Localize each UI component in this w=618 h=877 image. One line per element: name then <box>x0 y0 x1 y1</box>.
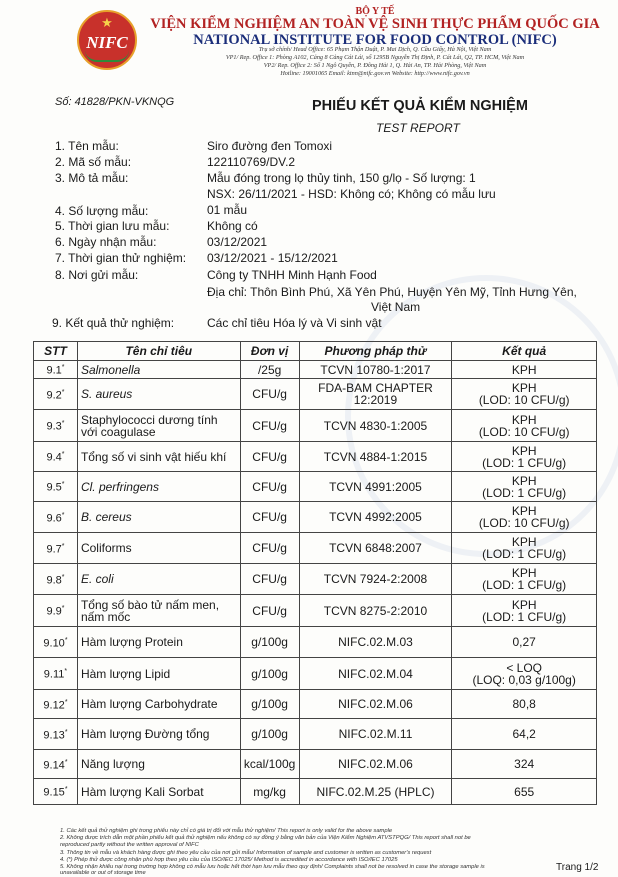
footnote-5b: unavailable or out of storage time <box>60 870 146 876</box>
footnote-1: 1. Các kết quả thử nghiệm ghi trong phiếu này chỉ có giá trị đối với mẫu thử nghiệm/ This report is only valid for the above sample <box>60 828 393 834</box>
cell-name <box>77 658 240 690</box>
cell-method-text: NIFC.02.M.06 <box>338 757 413 771</box>
cell-result <box>452 627 597 658</box>
info-value-sender-address: Địa chỉ: Thôn Bình Phú, Xã Yên Phú, Huyện Yên Mỹ, Tỉnh Hưng Yên, <box>207 285 577 299</box>
cell-result-lod: (LOQ: 0,03 g/100g) <box>472 672 576 687</box>
cell-method <box>299 690 452 719</box>
cell-method <box>299 595 452 627</box>
table-row <box>34 750 597 779</box>
cell-result-text: KPH <box>511 473 537 488</box>
cell-method <box>299 533 452 564</box>
cell-unit <box>240 410 299 442</box>
cell-method-text: TCVN 4991:2005 <box>329 479 422 494</box>
cell-unit-text: CFU/g <box>252 603 287 618</box>
cell-result <box>452 533 597 564</box>
cell-name <box>77 564 240 595</box>
cell-stt: 9.12* <box>34 690 78 719</box>
cell-unit-text: CFU/g <box>252 479 287 494</box>
cell-method <box>299 658 452 690</box>
cell-method-text: TCVN 8275-2:2010 <box>323 603 428 618</box>
cell-stt: 9.6* <box>34 502 78 533</box>
cell-method-text: NIFC.02.M.25 (HPLC) <box>316 784 435 799</box>
table-row <box>34 779 597 805</box>
table-row <box>34 595 597 627</box>
cell-method-text: NIFC.02.M.03 <box>338 635 413 649</box>
cell-result-text: KPH <box>511 504 537 518</box>
cell-unit-text: kcal/100g <box>243 757 296 771</box>
info-value-sender: Công ty TNHH Minh Hạnh Food <box>207 268 377 282</box>
cell-result <box>452 658 597 690</box>
cell-result-text: KPH <box>511 443 537 458</box>
cell-stt: 9.8* <box>34 564 78 595</box>
cell-stt-text: 9.11 <box>43 668 65 681</box>
cell-name <box>77 379 240 410</box>
cell-method <box>299 750 452 779</box>
nifc-logo <box>77 10 137 70</box>
cell-result <box>452 719 597 750</box>
cell-result-text: 80,8 <box>512 697 536 711</box>
info-label-quantity: 4. Số lượng mẫu: <box>55 204 149 218</box>
cell-result-lod: (LOD: 1 CFU/g) <box>482 578 567 592</box>
cell-result-text: KPH <box>511 566 537 580</box>
cell-result-text: KPH <box>511 535 537 549</box>
cell-unit-text: CFU/g <box>252 449 287 464</box>
cell-result <box>452 361 597 379</box>
info-label-storage-time: 5. Thời gian lưu mẫu: <box>55 219 170 233</box>
cell-result <box>452 410 597 442</box>
table-row <box>34 690 597 719</box>
cell-stt: 9.4* <box>34 442 78 472</box>
cell-result-lod: (LOD: 1 CFU/g) <box>482 609 567 624</box>
cell-name <box>77 595 240 627</box>
cell-stt-text: 9.5 <box>46 481 62 494</box>
cell-result-lod: (LOD: 1 CFU/g) <box>482 485 567 500</box>
cell-name <box>77 472 240 502</box>
cell-unit <box>240 779 299 805</box>
cell-method <box>299 472 452 502</box>
cell-unit <box>240 442 299 472</box>
cell-unit-text: g/100g <box>251 697 288 711</box>
cell-stt-text: 9.14 <box>43 759 65 772</box>
cell-name-text: Coliforms <box>80 541 132 555</box>
cell-method-text: TCVN 7924-2:2008 <box>323 572 428 586</box>
cell-stt-text: 9.2 <box>46 389 62 402</box>
cell-result <box>452 379 597 410</box>
cell-method-text: TCVN 6848:2007 <box>329 541 422 555</box>
cell-result-text: KPH <box>511 381 537 395</box>
info-value-test-result: Các chỉ tiêu Hóa lý và Vi sinh vật <box>207 316 382 330</box>
cell-method <box>299 410 452 442</box>
table-row <box>34 472 597 502</box>
cell-stt: 9.14* <box>34 750 78 779</box>
cell-method-text: TCVN 4830-1:2005 <box>323 418 428 433</box>
footnote-5: 5. Không nhận khiếu nại trong trường hợp không có mẫu lưu hoặc hết thời hạn lưu mẫu theo quy định/ Complaints shall not be resolved in case the storage sample is <box>60 864 485 870</box>
cell-unit <box>240 502 299 533</box>
cell-unit-text: CFU/g <box>252 541 287 555</box>
cell-name-text: Hàm lượng Đường tổng <box>80 727 210 741</box>
head-office-address: Trụ sở chính/ Head Office: 65 Phạm Thận Duật, P. Mai Dịch, Q. Cầu Giấy, Hà Nội, Việt Nam <box>258 46 492 53</box>
cell-result-text: 655 <box>514 784 535 799</box>
info-label-test-period: 7. Thời gian thử nghiệm: <box>55 251 187 265</box>
table-row <box>34 379 597 410</box>
cell-name-text: Salmonella <box>80 362 141 377</box>
cell-method-text: NIFC.02.M.11 <box>338 727 413 741</box>
cell-result-text: < LOQ <box>506 660 542 675</box>
cell-name <box>77 533 240 564</box>
ministry-name: BỘ Y TẾ <box>355 6 395 17</box>
cell-name-text: Hàm lượng Protein <box>80 635 183 649</box>
header-result: Kết quả <box>452 342 597 361</box>
cell-name-text: Staphylococci dương tính với coagulase <box>80 412 218 439</box>
institute-name-vn: VIỆN KIỂM NGHIỆM AN TOÀN VỆ SINH THỰC PHẨM QUỐC GIA <box>150 16 600 32</box>
cell-unit <box>240 719 299 750</box>
cell-stt-text: 9.6 <box>46 512 62 525</box>
footnote-4: 4. (*) Phép thử được công nhận phù hợp theo yêu cầu của ISO/IEC 17025/ Method is accredited in accordance with ISO/IEC 17025 <box>60 857 398 863</box>
footnote-2: 2. Không được trích dẫn một phần phiếu kết quả thử nghiệm nếu không có sự đồng ý bằng văn bản của Viện Kiểm Nghiệm ATVSTPQG/ This report shall not be <box>60 835 471 841</box>
cell-unit <box>240 472 299 502</box>
star-icon: ★ <box>101 15 113 30</box>
cell-unit <box>240 627 299 658</box>
page-number: Trang 1/2 <box>556 862 599 873</box>
cell-unit-text: CFU/g <box>252 510 287 524</box>
cell-result-text: KPH <box>511 597 537 612</box>
cell-result <box>452 442 597 472</box>
cell-stt: 9.7* <box>34 533 78 564</box>
header-name: Tên chỉ tiêu <box>77 342 240 361</box>
cell-method-text: NIFC.02.M.06 <box>338 697 413 711</box>
info-value-description: Mẫu đóng trong lọ thủy tinh, 150 g/lọ - Số lượng: 1 <box>207 171 476 185</box>
cell-result-text: 324 <box>514 757 535 771</box>
table-row <box>34 658 597 690</box>
cell-name-text: S. aureus <box>80 387 133 401</box>
cell-stt: 9.15* <box>34 779 78 805</box>
footnote-3: 3. Thông tin về mẫu và khách hàng được ghi theo yêu cầu của nơi gửi mẫu/ Information of sample and customer is written as customer's request <box>60 850 432 856</box>
cell-unit-text: g/100g <box>251 666 288 681</box>
cell-result-text: 0,27 <box>512 635 536 649</box>
table-body <box>34 361 597 805</box>
cell-result <box>452 502 597 533</box>
cell-result-text: KPH <box>511 412 537 427</box>
contact-line: Hotline: 19001065 Email: ktnn@nifc.gov.vn Website: http://www.nifc.gov.vn <box>280 70 470 77</box>
cell-stt-text: 9.9 <box>46 605 62 618</box>
cell-result-text: KPH <box>511 362 537 377</box>
info-label-sample-code: 2. Mã số mẫu: <box>55 155 132 169</box>
cell-stt-text: 9.15 <box>43 786 65 799</box>
table-row <box>34 502 597 533</box>
table-row <box>34 410 597 442</box>
cell-method <box>299 779 452 805</box>
office1-address: VP1/ Rep. Office 1: Phòng A102, Cảng 8 Cảng Cát Lái, số 1295B Nguyễn Thị Định, P. Cát Lái, Q2, TP. HCM, Việt Nam <box>225 54 525 61</box>
cell-name <box>77 442 240 472</box>
cell-method-text: TCVN 4884-1:2015 <box>323 449 428 464</box>
institute-name-en: NATIONAL INSTITUTE FOR FOOD CONTROL (NIFC) <box>193 32 557 48</box>
cell-result-lod: (LOD: 10 CFU/g) <box>478 393 570 407</box>
cell-name <box>77 779 240 805</box>
cell-name <box>77 750 240 779</box>
header-unit: Đơn vị <box>240 342 299 361</box>
cell-stt: 9.10* <box>34 627 78 658</box>
office2-address: VP2/ Rep. Office 2: Số 1 Ngô Quyền, P. Đông Hải 1, Q. Hải An, TP. Hải Phòng, Việt Nam <box>263 62 487 69</box>
info-label-sample-name: 1. Tên mẫu: <box>55 139 119 153</box>
cell-name-text: Cl. perfringens <box>80 479 159 494</box>
cell-method <box>299 442 452 472</box>
cell-unit-text: CFU/g <box>252 572 287 586</box>
info-value-received-date: 03/12/2021 <box>207 235 268 249</box>
cell-unit <box>240 595 299 627</box>
cell-result <box>452 750 597 779</box>
cell-name <box>77 719 240 750</box>
report-title: PHIẾU KẾT QUẢ KIỂM NGHIỆM <box>312 98 528 114</box>
cell-stt: 9.11* <box>34 658 78 690</box>
table-row <box>34 361 597 379</box>
cell-method <box>299 627 452 658</box>
cell-method <box>299 719 452 750</box>
cell-name-text: E. coli <box>80 572 114 586</box>
info-label-test-result: 9. Kết quả thử nghiệm: <box>52 316 175 330</box>
cell-stt-text: 9.12 <box>43 699 65 712</box>
cell-stt: 9.9* <box>34 595 78 627</box>
cell-stt: 9.2* <box>34 379 78 410</box>
cell-unit-text: g/100g <box>251 727 288 741</box>
info-value-storage-time: Không có <box>207 219 258 233</box>
cell-result <box>452 779 597 805</box>
info-label-description: 3. Mô tả mẫu: <box>55 171 129 185</box>
cell-unit <box>240 564 299 595</box>
cell-stt-text: 9.3 <box>46 420 62 433</box>
cell-name-text: Hàm lượng Carbohydrate <box>80 697 218 711</box>
cell-name <box>77 690 240 719</box>
table-row <box>34 533 597 564</box>
info-value-sender-country: Việt Nam <box>371 300 421 314</box>
cell-method <box>299 379 452 410</box>
cell-name <box>77 361 240 379</box>
logo-text: NIFC <box>86 33 128 52</box>
results-table <box>33 341 597 805</box>
cell-unit-text: CFU/g <box>252 387 287 401</box>
cell-stt: 9.1* <box>34 361 78 379</box>
cell-result <box>452 472 597 502</box>
cell-method-text: FDA-BAM CHAPTER 12:2019 <box>318 381 433 407</box>
report-number: Số: 41828/PKN-VKNQG <box>55 96 175 108</box>
info-value-sample-name: Siro đường đen Tomoxi <box>207 139 333 153</box>
cell-result <box>452 564 597 595</box>
cell-unit <box>240 750 299 779</box>
cell-stt-text: 9.4 <box>46 451 62 464</box>
cell-stt-text: 9.10 <box>43 637 65 650</box>
report-subtitle: TEST REPORT <box>376 121 460 135</box>
cell-name-text: Tổng số bào tử nấm men, nấm mốc <box>80 597 220 624</box>
cell-name <box>77 502 240 533</box>
footnote-2b: reproduced partly without the written approval of NIFC <box>60 842 199 848</box>
cell-unit <box>240 658 299 690</box>
cell-name <box>77 627 240 658</box>
table-row <box>34 719 597 750</box>
cell-stt: 9.13* <box>34 719 78 750</box>
cell-result-lod: (LOD: 1 CFU/g) <box>482 455 567 470</box>
info-label-sender: 8. Nơi gửi mẫu: <box>55 268 139 282</box>
cell-unit <box>240 690 299 719</box>
cell-result <box>452 690 597 719</box>
cell-stt-text: 9.13 <box>43 729 65 742</box>
cell-unit-text: mg/kg <box>253 784 286 799</box>
cell-result-lod: (LOD: 1 CFU/g) <box>482 547 567 561</box>
info-value-test-period: 03/12/2021 - 15/12/2021 <box>207 251 338 265</box>
info-value-quantity: 01 mẫu <box>207 203 248 217</box>
cell-method <box>299 502 452 533</box>
info-value-sample-code: 122110769/DV.2 <box>207 155 296 169</box>
cell-method-text: TCVN 10780-1:2017 <box>320 362 431 377</box>
cell-name-text: B. cereus <box>80 510 132 524</box>
cell-unit <box>240 379 299 410</box>
cell-method <box>299 361 452 379</box>
cell-unit <box>240 361 299 379</box>
cell-result <box>452 595 597 627</box>
cell-unit-text: CFU/g <box>252 418 287 433</box>
header-method: Phương pháp thử <box>299 342 452 361</box>
info-label-received-date: 6. Ngày nhận mẫu: <box>55 235 157 249</box>
cell-unit-text: /25g <box>257 362 282 377</box>
cell-stt: 9.5* <box>34 472 78 502</box>
table-row <box>34 442 597 472</box>
table-header-row <box>34 342 597 361</box>
cell-stt-text: 9.1 <box>46 364 62 377</box>
cell-name-text: Tổng số vi sinh vật hiếu khí <box>80 449 227 464</box>
table-row <box>34 627 597 658</box>
cell-name-text: Hàm lượng Lipid <box>80 666 171 681</box>
cell-result-lod: (LOD: 10 CFU/g) <box>478 516 570 530</box>
cell-unit <box>240 533 299 564</box>
cell-result-text: 64,2 <box>512 727 536 741</box>
cell-name-text: Năng lượng <box>80 757 145 771</box>
info-value-description-2: NSX: 26/11/2021 - HSD: Không có; Không có mẫu lưu <box>207 187 496 201</box>
cell-method-text: NIFC.02.M.04 <box>338 666 413 681</box>
cell-stt-text: 9.8 <box>46 574 62 587</box>
cell-stt-text: 9.7 <box>46 543 62 556</box>
cell-name-text: Hàm lượng Kali Sorbat <box>80 784 204 799</box>
cell-stt: 9.3* <box>34 410 78 442</box>
cell-method <box>299 564 452 595</box>
cell-method-text: TCVN 4992:2005 <box>329 510 422 524</box>
cell-name <box>77 410 240 442</box>
cell-result-lod: (LOD: 10 CFU/g) <box>478 424 570 439</box>
table-row <box>34 564 597 595</box>
header-stt: STT <box>34 342 78 361</box>
cell-unit-text: g/100g <box>251 635 288 649</box>
